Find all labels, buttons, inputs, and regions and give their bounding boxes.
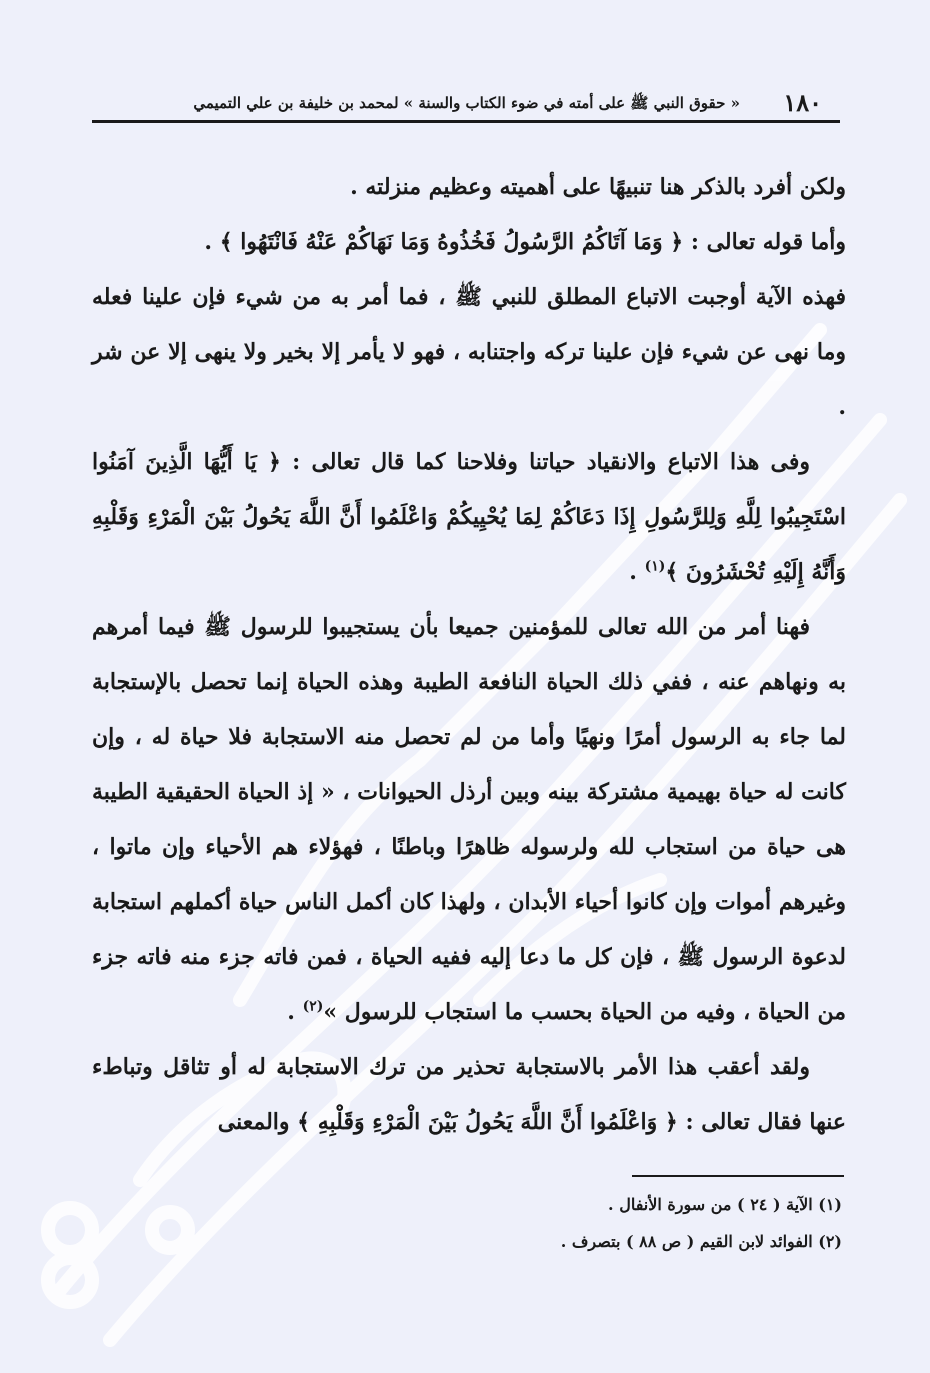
page-header (92, 88, 840, 123)
paragraph: فهنا أمر من الله تعالى للمؤمنين جميعا بأن يستجيبوا للرسول ﷺ فيما أمرهم به ونهاهم عنه ، ففي ذلك الحياة النافعة الطيبة وهذه الحياة إنما تحصل بالإستجابة لما جاء به الرسول أمرًا ونهيًا وأما من لم تحصل منه الاستجابة فلا حياة له ، وإن كانت له حياة بهيمية مشتركة بينه وبين أرذل الحيوانات ، « إذ الحياة الحقيقية الطيبة هى حياة من استجاب لله ولرسوله ظاهرًا وباطنًا ، فهؤلاء هم الأحياء وإن ماتوا ، وغيرهم أموات وإن كانوا أحياء الأبدان ، ولهذا كان أكمل الناس حياة أكملهم استجابة لدعوة الرسول ﷺ ، فإن كل ما دعا إليه ففيه الحياة ، فمن فاته جزء منه فاته جزء من الحياة ، وفيه من الحياة بحسب ما استجاب للرسول »$^{(٢)}$ . (92, 614, 846, 1025)
main-text (92, 160, 846, 1150)
footnote-divider (632, 1175, 844, 1177)
quran-verse: ﴿ وَمَا آتَاكُمُ الرَّسُولُ فَخُذُوهُ وَمَا نَهَاكُمْ عَنْهُ فَانْتَهُوا ﴾ (219, 229, 684, 255)
footnote: (١) الآية ( ٢٤ ) من سورة الأنفال . (608, 1195, 842, 1214)
paragraph: ولقد أعقب هذا الأمر بالاستجابة تحذير من ترك الاستجابة له أو تثاقل وتباطء عنها فقال تعالى : ﴿ وَاعْلَمُوا أَنَّ اللَّهَ يَحُولُ بَيْنَ الْمَرْءِ وَقَلْبِهِ ﴾ والمعنى (92, 1054, 846, 1135)
paragraph: وأما قوله تعالى : ﴿ وَمَا آتَاكُمُ الرَّسُولُ فَخُذُوهُ وَمَا نَهَاكُمْ عَنْهُ فَانْتَهُوا ﴾ . (204, 229, 846, 255)
page-number: ١٨٠ (783, 88, 822, 117)
paragraph: وفى هذا الاتباع والانقياد حياتنا وفلاحنا كما قال تعالى : ﴿ يَا أَيُّهَا الَّذِينَ آمَنُوا اسْتَجِيبُوا لِلَّهِ وَلِلرَّسُولِ إِذَا دَعَاكُمْ لِمَا يُحْيِيكُمْ وَاعْلَمُوا أَنَّ اللَّهَ يَحُولُ بَيْنَ الْمَرْءِ وَقَلْبِهِ وَأَنَّهُ إِلَيْهِ تُحْشَرُونَ ﴾$^{(١)}$ . (92, 449, 846, 585)
footnote-ref: (١) (644, 558, 666, 575)
quran-verse: ﴿ يَا أَيُّهَا الَّذِينَ آمَنُوا اسْتَجِيبُوا لِلَّهِ وَلِلرَّسُولِ إِذَا دَعَاكُمْ لِمَا يُحْيِيكُمْ وَاعْلَمُوا أَنَّ اللَّهَ يَحُولُ بَيْنَ الْمَرْءِ وَقَلْبِهِ وَأَنَّهُ إِلَيْهِ تُحْشَرُونَ ﴾ (92, 449, 846, 585)
paragraph: ولكن أفرد بالذكر هنا تنبيهًا على أهميته وعظيم منزلته . (350, 174, 846, 200)
footnote: (٢) الفوائد لابن القيم ( ص ٨٨ ) بتصرف . (560, 1232, 842, 1251)
paragraph: فهذه الآية أوجبت الاتباع المطلق للنبي ﷺ ، فما أمر به من شيء فإن علينا فعله وما نهى عن شيء فإن علينا تركه واجتنابه ، فهو لا يأمر إلا بخير ولا ينهى إلا عن شر . (92, 284, 846, 420)
quran-verse: ﴿ وَاعْلَمُوا أَنَّ اللَّهَ يَحُولُ بَيْنَ الْمَرْءِ وَقَلْبِهِ ﴾ (297, 1109, 678, 1135)
footnote-ref: (٢) (302, 998, 324, 1015)
footnotes (380, 1186, 842, 1260)
running-title: « حقوق النبي ﷺ على أمته في ضوء الكتاب والسنة » لمحمد بن خليفة بن علي التميمي (193, 94, 740, 112)
